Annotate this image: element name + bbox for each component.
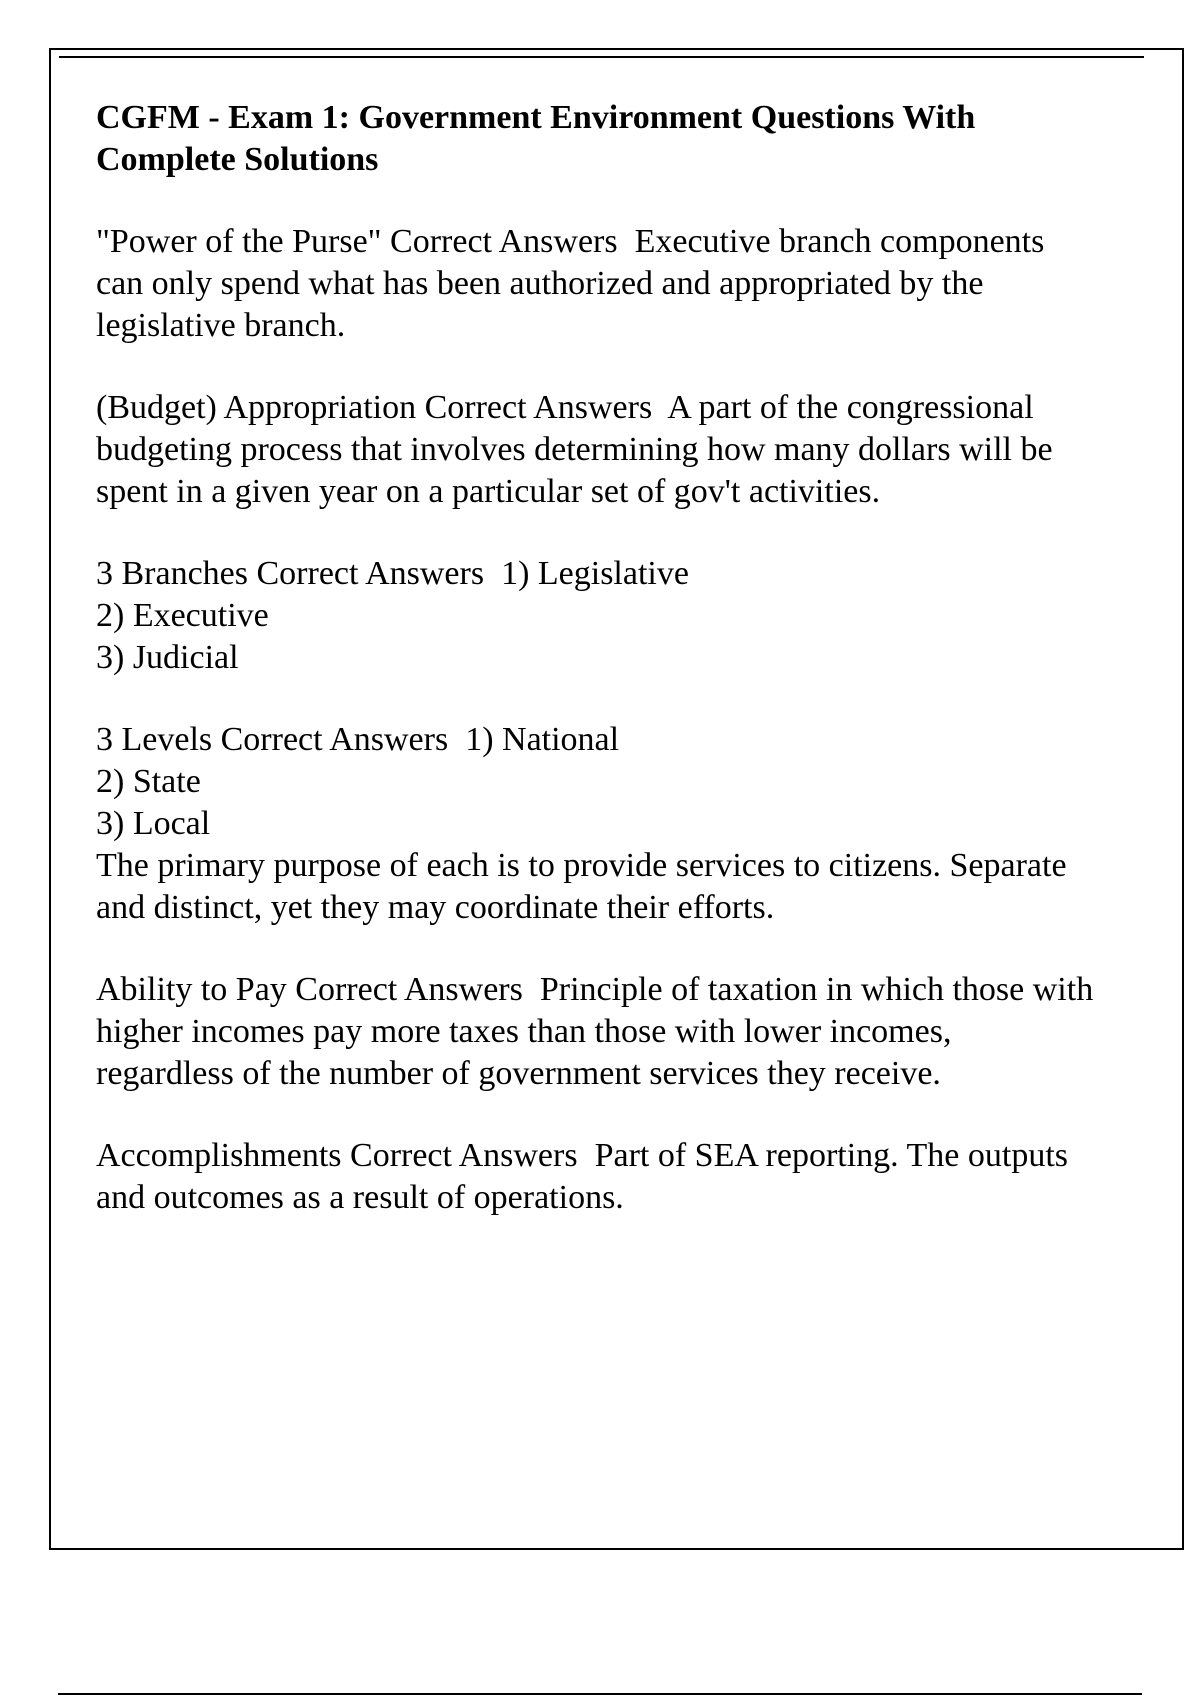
entry-term: (Budget) Appropriation Correct Answers xyxy=(96,389,653,426)
entry-answer-line: 1) National xyxy=(465,721,620,758)
entry-term: "Power of the Purse" Correct Answers xyxy=(96,223,618,260)
entry-answer-line: 3) Local xyxy=(96,805,211,842)
entry-answer: Executive branch components can only spend what has been authorized and appropriated by the legislative branch. xyxy=(96,223,1045,344)
entry-term: Accomplishments Correct Answers xyxy=(96,1137,578,1174)
top-rule xyxy=(59,56,1144,58)
entry-answer-line: 2) State xyxy=(96,763,201,800)
entry-text xyxy=(96,221,1096,347)
entry-text xyxy=(96,387,1096,513)
document-body xyxy=(96,97,1096,1259)
entry-text xyxy=(96,719,1096,761)
entry-text xyxy=(96,553,1096,595)
footer-rule xyxy=(58,1693,1142,1695)
entry-3-branches xyxy=(96,553,1096,679)
entry-3-levels xyxy=(96,719,1096,929)
entry-power-of-the-purse xyxy=(96,221,1096,347)
document-title: CGFM - Exam 1: Government Environment Questions With Complete Solutions xyxy=(96,99,976,178)
entry-text xyxy=(96,969,1096,1095)
entry-term: 3 Branches Correct Answers xyxy=(96,555,485,592)
entry-answer: A part of the congressional budgeting process that involves determining how many dollars will be spent in a given year on a particular set of gov't activities. xyxy=(96,389,1053,510)
entry-answer-line: 1) Legislative xyxy=(501,555,689,592)
entry-budget-appropriation xyxy=(96,387,1096,513)
entry-answer: Part of SEA reporting. The outputs and outcomes as a result of operations. xyxy=(96,1137,1069,1216)
entry-term: Ability to Pay Correct Answers xyxy=(96,971,523,1008)
entry-accomplishments xyxy=(96,1135,1096,1219)
entry-text xyxy=(96,1135,1096,1219)
entry-note: The primary purpose of each is to provide services to citizens. Separate and distinct, yet they may coordinate their efforts. xyxy=(96,847,1067,926)
entry-answer-line: 3) Judicial xyxy=(96,639,239,676)
entry-ability-to-pay xyxy=(96,969,1096,1095)
entry-answer: Principle of taxation in which those with higher incomes pay more taxes than those with lower incomes, regardless of the number of government services they receive. xyxy=(96,971,1094,1092)
entry-answer-line: 2) Executive xyxy=(96,597,269,634)
entry-term: 3 Levels Correct Answers xyxy=(96,721,449,758)
